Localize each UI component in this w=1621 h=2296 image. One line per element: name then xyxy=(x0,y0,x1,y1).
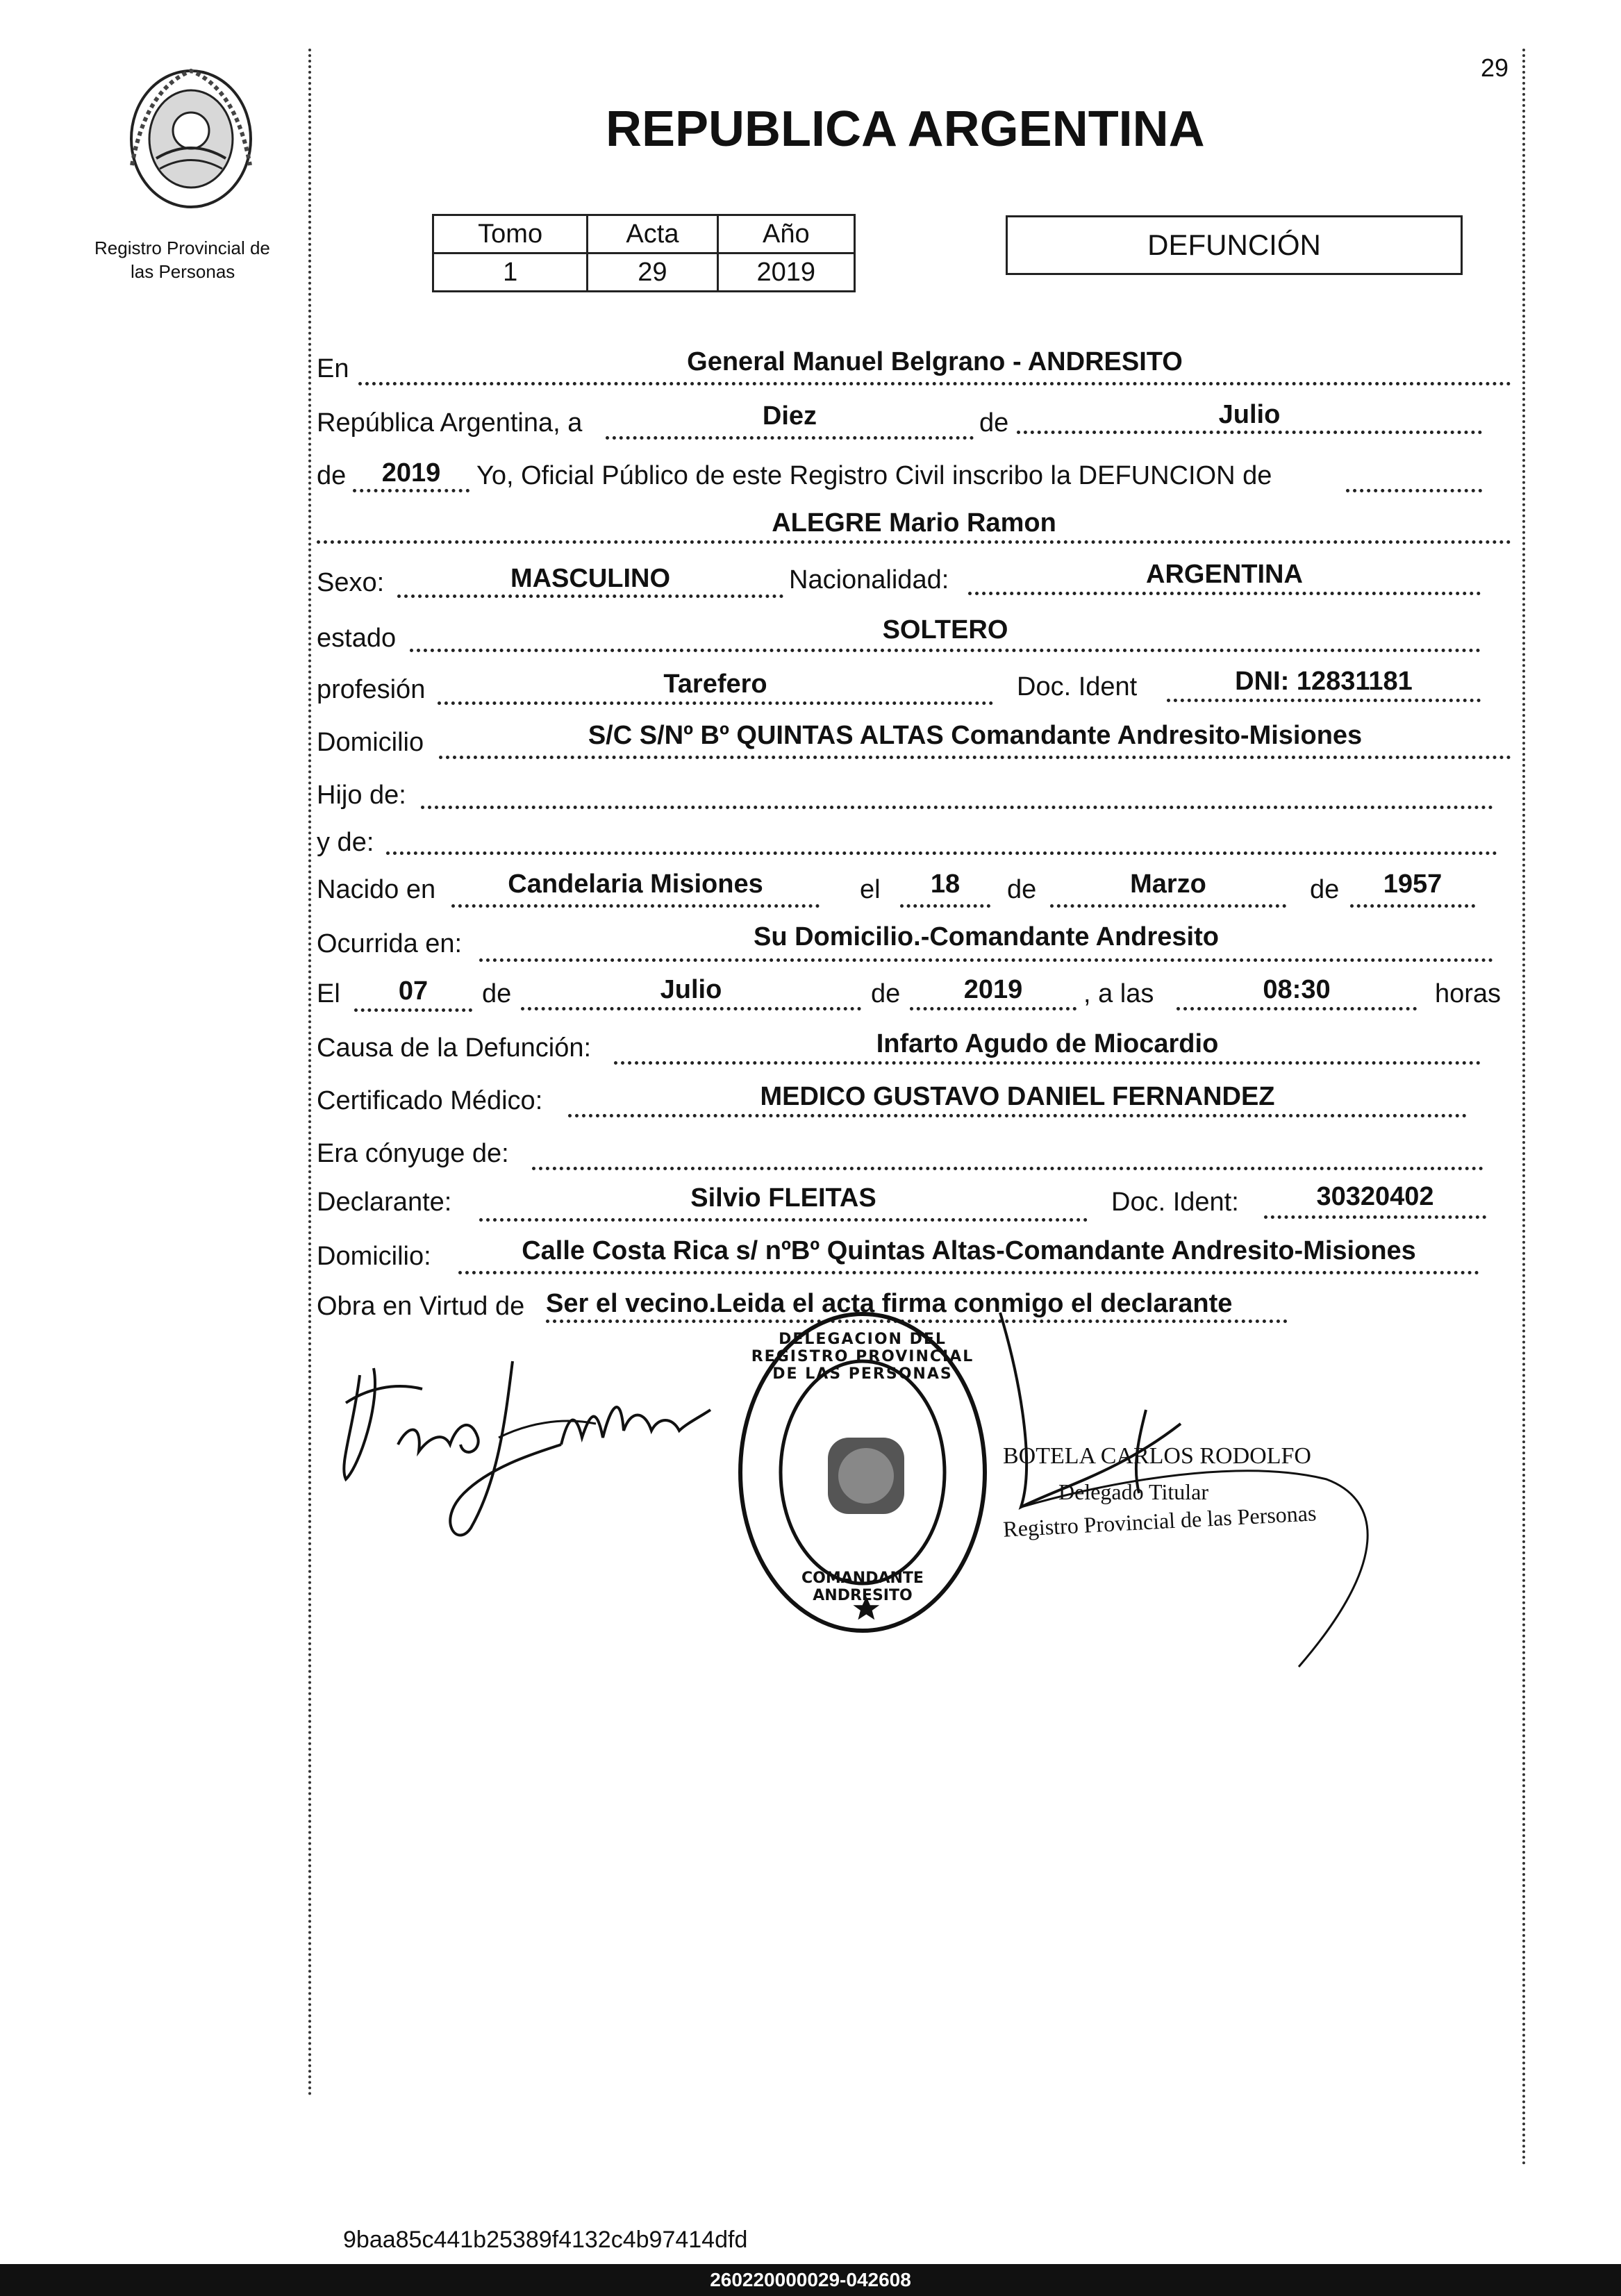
dots-conyuge xyxy=(532,1167,1483,1170)
value-declarante-domicilio: Calle Costa Rica s/ nºBº Quintas Altas-Comandante Andresito-Misiones xyxy=(522,1236,1416,1265)
document-type-label: DEFUNCIÓN xyxy=(1147,228,1321,261)
dots-hijo-de xyxy=(421,806,1493,809)
value-dia: Diez xyxy=(762,401,817,431)
dots-anio xyxy=(353,489,469,492)
label-causa: Causa de la Defunción: xyxy=(317,1033,592,1063)
right-margin-line xyxy=(1522,49,1525,2167)
seal-inner-text: COMANDANTE ANDRESITO xyxy=(801,1570,924,1604)
dots-ocurrida xyxy=(479,958,1493,962)
value-nacionalidad: ARGENTINA xyxy=(1146,560,1303,589)
label-doc-ident: Doc. Ident xyxy=(1017,672,1138,701)
label-declarante-domicilio: Domicilio: xyxy=(317,1242,431,1271)
seal-outer-text: DELEGACION DEL REGISTRO PROVINCIAL DE LAS PERSONAS xyxy=(751,1331,974,1383)
registry-name-line2: las Personas xyxy=(131,261,235,282)
label-domicilio: Domicilio xyxy=(317,728,424,757)
dots-fallec-dia xyxy=(354,1008,472,1012)
value-fallec-anio: 2019 xyxy=(963,975,1023,1004)
label-el: el xyxy=(860,875,881,904)
dots-certificado xyxy=(568,1114,1467,1117)
label-declarante: Declarante: xyxy=(317,1188,452,1217)
value-obra: Ser el vecino.Leida el acta firma conmigo el declarante xyxy=(546,1289,1233,1318)
label-certificado: Certificado Médico: xyxy=(317,1086,543,1115)
dots-dia xyxy=(606,436,974,440)
page-title: REPUBLICA ARGENTINA xyxy=(606,101,1205,157)
label-ocurrida-en: Ocurrida en: xyxy=(317,929,463,958)
barcode-text: 260220000029-042608 xyxy=(710,2269,911,2290)
value-nacido-mes: Marzo xyxy=(1130,870,1206,899)
tomo-header: Tomo xyxy=(433,215,588,253)
label-horas: horas xyxy=(1435,979,1502,1008)
value-ocurrida: Su Domicilio.-Comandante Andresito xyxy=(754,922,1219,951)
dots-declarante-doc xyxy=(1264,1215,1486,1219)
value-anio: 2019 xyxy=(381,458,441,488)
tomo-value: 1 xyxy=(433,253,588,292)
dots-fallec-mes xyxy=(521,1007,861,1010)
dots-y-de xyxy=(386,851,1497,855)
value-domicilio: S/C S/Nº Bº QUINTAS ALTAS Comandante Andresito-Misiones xyxy=(588,721,1363,750)
dots-mes xyxy=(1017,431,1482,434)
page-number: 29 xyxy=(1481,53,1509,82)
label-declarante-doc: Doc. Ident: xyxy=(1111,1188,1239,1217)
value-certificado: MEDICO GUSTAVO DANIEL FERNANDEZ xyxy=(760,1082,1275,1111)
label-de-fallec-mes: de xyxy=(482,979,512,1008)
acta-value: 29 xyxy=(588,253,717,292)
official-organization: Registro Provincial de las Personas xyxy=(1002,1500,1317,1542)
dots-nombre xyxy=(317,540,1511,544)
value-causa: Infarto Agudo de Miocardio xyxy=(876,1029,1219,1058)
anio-header: Año xyxy=(717,215,854,253)
value-profesion: Tarefero xyxy=(663,669,767,699)
declarante-signature xyxy=(332,1320,721,1549)
label-nacionalidad: Nacionalidad: xyxy=(789,565,949,594)
value-estado: SOLTERO xyxy=(882,615,1008,644)
label-nacido-en: Nacido en xyxy=(317,875,436,904)
value-nacido-lugar: Candelaria Misiones xyxy=(508,870,763,899)
dots-de-end xyxy=(1346,489,1482,492)
label-yo-oficial: Yo, Oficial Público de este Registro Civil inscribo la DEFUNCION de xyxy=(476,461,1272,490)
province-logo xyxy=(118,61,264,214)
dots-doc-ident xyxy=(1167,699,1481,702)
label-conyuge: Era cónyuge de: xyxy=(317,1139,509,1168)
value-nacido-anio: 1957 xyxy=(1383,870,1443,899)
value-nacido-dia: 18 xyxy=(930,870,961,899)
value-nombre: ALEGRE Mario Ramon xyxy=(772,508,1056,538)
label-y-de: y de: xyxy=(317,828,374,857)
declarante-signature-text xyxy=(332,1320,371,1327)
label-de-fallec-anio: de xyxy=(871,979,901,1008)
dots-domicilio xyxy=(439,756,1511,759)
value-declarante: Silvio FLEITAS xyxy=(690,1183,876,1213)
label-obra: Obra en Virtud de xyxy=(317,1292,525,1321)
label-en: En xyxy=(317,354,349,383)
dots-nacido-anio xyxy=(1350,904,1475,908)
label-sexo: Sexo: xyxy=(317,568,385,597)
dots-fallec-hora xyxy=(1177,1007,1417,1010)
label-hijo-de: Hijo de: xyxy=(317,781,406,810)
label-republica: República Argentina, a xyxy=(317,408,583,438)
left-margin-line xyxy=(308,49,311,2097)
dots-nacido-dia xyxy=(900,904,990,908)
dots-nacido-mes xyxy=(1050,904,1286,908)
registry-name-line1: Registro Provincial de xyxy=(94,238,270,258)
value-fallec-hora: 08:30 xyxy=(1263,975,1331,1004)
official-title: Delegado Titular xyxy=(1058,1479,1208,1504)
label-de-anio: de xyxy=(317,461,347,490)
anio-value: 2019 xyxy=(717,253,854,292)
value-declarante-doc: 30320402 xyxy=(1316,1182,1434,1211)
label-el-cap: El xyxy=(317,979,340,1008)
label-de-nacido-anio: de xyxy=(1310,875,1340,904)
value-mes: Julio xyxy=(1218,400,1281,429)
official-name: BOTELA CARLOS RODOLFO xyxy=(1003,1443,1311,1469)
footer-bar xyxy=(0,2264,1621,2296)
value-fallec-dia: 07 xyxy=(398,976,429,1006)
label-de-mes: de xyxy=(979,408,1009,438)
label-profesion: profesión xyxy=(317,675,426,704)
label-de-nacido-mes: de xyxy=(1007,875,1037,904)
acta-header: Acta xyxy=(588,215,717,253)
value-fallec-mes: Julio xyxy=(660,975,722,1004)
value-lugar: General Manuel Belgrano - ANDRESITO xyxy=(687,347,1183,376)
label-estado: estado xyxy=(317,624,397,653)
dots-nacionalidad xyxy=(968,592,1481,595)
dots-declarante-domicilio xyxy=(458,1271,1479,1274)
label-a-las: , a las xyxy=(1083,979,1154,1008)
dots-causa xyxy=(614,1061,1481,1065)
reference-table xyxy=(432,214,856,292)
dots-profesion xyxy=(438,701,993,705)
dots-estado xyxy=(410,649,1481,652)
value-doc-ident: DNI: 12831181 xyxy=(1235,667,1413,696)
official-seal xyxy=(731,1306,995,1639)
dots-lugar xyxy=(358,382,1511,385)
dots-sexo xyxy=(397,594,783,598)
document-hash: 9baa85c441b25389f4132c4b97414dfd xyxy=(343,2227,748,2253)
dots-nacido-lugar xyxy=(451,904,820,908)
dots-declarante xyxy=(479,1218,1088,1222)
dots-fallec-anio xyxy=(910,1007,1076,1010)
document-type-box xyxy=(1006,215,1463,275)
value-sexo: MASCULINO xyxy=(510,564,671,593)
logo-text xyxy=(118,128,264,135)
